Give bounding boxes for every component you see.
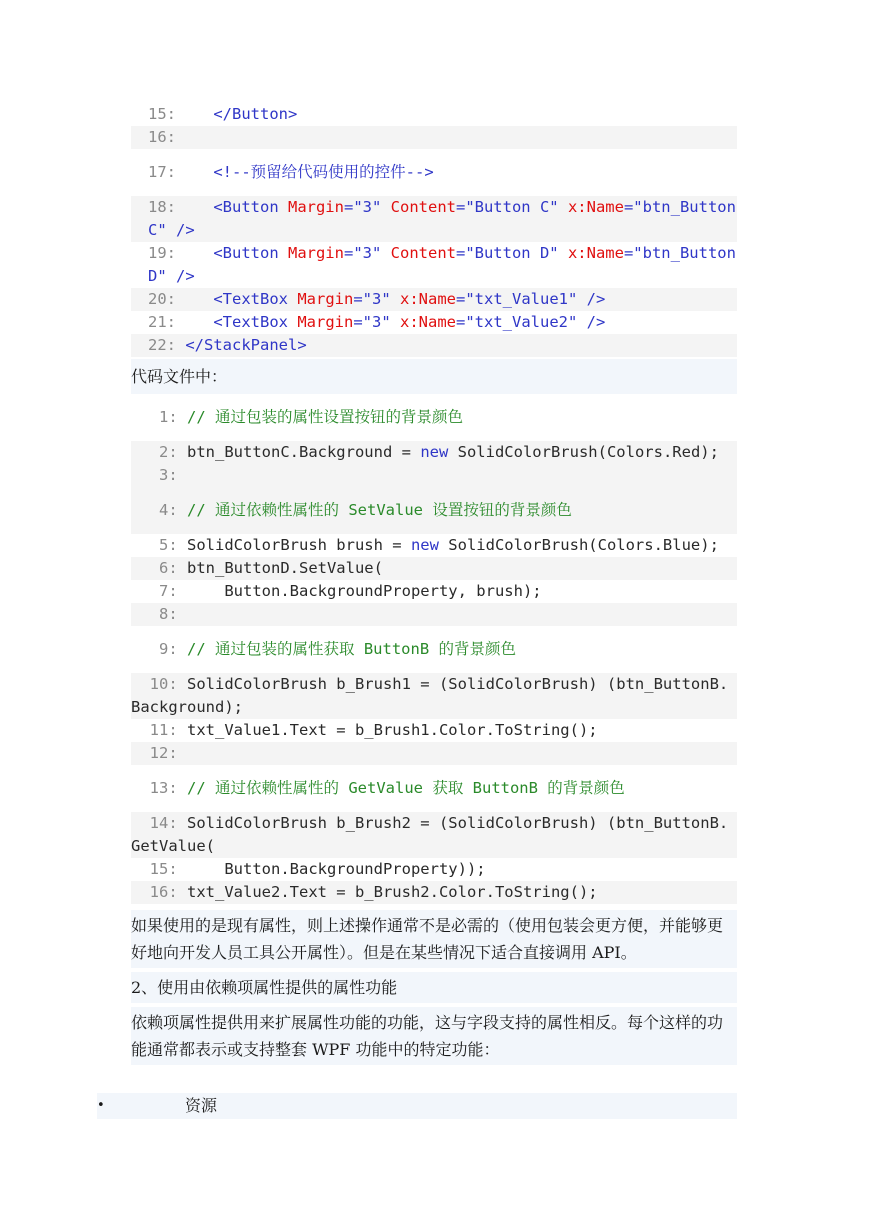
section-heading: 2、使用由依赖项属性提供的属性功能	[131, 972, 737, 1003]
code-line: 14: SolidColorBrush b_Brush2 = (SolidColorBrush) (btn_ButtonB.GetValue(	[131, 812, 737, 858]
xaml-code-block	[131, 103, 737, 357]
code-line: 8:	[131, 603, 737, 626]
code-line: 17: <!--预留给代码使用的控件-->	[148, 163, 434, 181]
code-line: 1: // 通过包装的属性设置按钮的背景颜色	[131, 408, 464, 426]
code-line: 6: btn_ButtonD.SetValue(	[131, 557, 737, 580]
code-line: 22: </StackPanel>	[131, 334, 737, 357]
code-line: 20: <TextBox Margin="3" x:Name="txt_Value1" />	[131, 288, 737, 311]
code-line: 16: txt_Value2.Text = b_Brush2.Color.ToString();	[131, 881, 737, 904]
code-line: 12:	[131, 742, 737, 765]
code-line: 15: </Button>	[148, 105, 298, 123]
code-line: 19: <Button Margin="3" Content="Button D" x:Name="btn_ButtonD" />	[148, 244, 736, 285]
code-line: 13: // 通过依赖性属性的 GetValue 获取 ButtonB 的背景颜色	[131, 779, 625, 797]
code-line: 11: txt_Value1.Text = b_Brush1.Color.ToString();	[131, 721, 598, 739]
bullet-icon: •	[97, 1098, 105, 1113]
bullet-list-item	[97, 1093, 737, 1119]
code-line: 9: // 通过包装的属性获取 ButtonB 的背景颜色	[131, 640, 516, 658]
code-line: 15: Button.BackgroundProperty));	[131, 860, 486, 878]
section-label: 代码文件中：	[131, 359, 737, 394]
code-line: 18: <Button Margin="3" Content="Button C" x:Name="btn_ButtonC" />	[131, 196, 737, 242]
paragraph: 如果使用的是现有属性，则上述操作通常不是必需的（使用包装会更方便，并能够更好地向开发人员工具公开属性）。但是在某些情况下适合直接调用 API。	[131, 910, 737, 968]
code-line: 4: // 通过依赖性属性的 SetValue 设置按钮的背景颜色	[131, 499, 737, 522]
code-line: 21: <TextBox Margin="3" x:Name="txt_Value2" />	[148, 313, 606, 331]
code-line: 2: btn_ButtonC.Background = new SolidColorBrush(Colors.Red);	[131, 441, 737, 464]
bullet-text: 资源	[185, 1096, 218, 1115]
paragraph: 依赖项属性提供用来扩展属性功能的功能，这与字段支持的属性相反。每个这样的功能通常都表示或支持整套 WPF 功能中的特定功能：	[131, 1007, 737, 1065]
code-line: 10: SolidColorBrush b_Brush1 = (SolidColorBrush) (btn_ButtonB.Background);	[131, 673, 737, 719]
code-line: 16:	[131, 126, 737, 149]
csharp-code-block	[131, 394, 737, 904]
code-line: 7: Button.BackgroundProperty, brush);	[131, 582, 542, 600]
code-line: 3:	[131, 464, 737, 487]
code-line: 5: SolidColorBrush brush = new SolidColorBrush(Colors.Blue);	[131, 536, 719, 554]
document-page	[131, 103, 737, 1065]
